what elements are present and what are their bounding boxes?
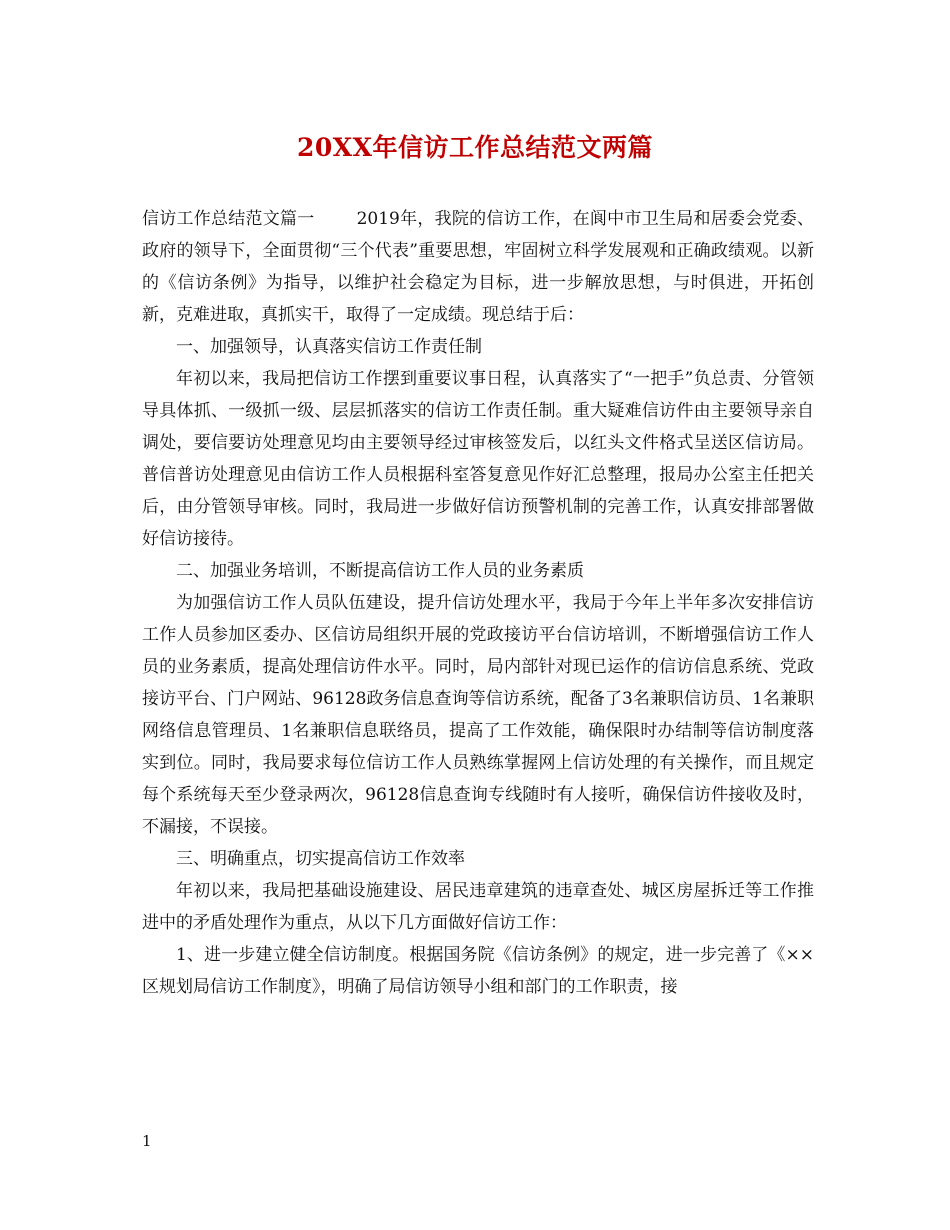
paragraph-item-1: 1、进一步建立健全信访制度。根据国务院《信访条例》的规定，进一步完善了《××区规划局信访工作制度》，明确了局信访领导小组和部门的工作职责，接 xyxy=(142,945,814,997)
intro-label: 信访工作总结范文篇一 xyxy=(142,209,315,229)
paragraph-section-1: 年初以来，我局把信访工作摆到重要议事日程，认真落实了“一把手”负总责、分管领导具体抓、一级抓一级、层层抓落实的信访工作责任制。重大疑难信访件由主要领导亲自调处，要信要访处理意见均由主要领导经过审核签发后，以红头文件格式呈送区信访局。普信普访处理意见由信访工作人员根据科室答复意见作好汇总整理，报局办公室主任把关后，由分管领导审核。同时，我局进一步做好信访预警机制的完善工作，认真安排部署做好信访接待。 xyxy=(142,369,814,549)
section-heading-3: 三、明确重点，切实提高信访工作效率 xyxy=(176,849,465,869)
section-heading-1: 一、加强领导，认真落实信访工作责任制 xyxy=(176,337,482,357)
paragraph-section-3: 年初以来，我局把基础设施建设、居民违章建筑的违章查处、城区房屋拆迁等工作推进中的矛盾处理作为重点，从以下几方面做好信访工作： xyxy=(142,881,814,933)
document-title: 20XX年信访工作总结范文两篇 xyxy=(296,133,654,162)
page-number: 1 xyxy=(142,1132,152,1150)
document-body xyxy=(142,203,814,1003)
section-heading-2: 二、加强业务培训，不断提高信访工作人员的业务素质 xyxy=(176,561,584,581)
intro-text: 2019年，我院的信访工作，在阆中市卫生局和居委会党委、政府的领导下，全面贯彻“三个代表”重要思想，牢固树立科学发展观和正确政绩观。以新的《信访条例》为指导，以维护社会稳定为目标，进一步解放思想，与时俱进，开拓创新，克难进取，真抓实干，取得了一定成绩。现总结于后： xyxy=(142,209,815,325)
paragraph-intro xyxy=(142,203,814,331)
paragraph-section-2: 为加强信访工作人员队伍建设，提升信访处理水平，我局于今年上半年多次安排信访工作人员参加区委办、区信访局组织开展的党政接访平台信访培训，不断增强信访工作人员的业务素质，提高处理信访件水平。同时，局内部针对现已运作的信访信息系统、党政接访平台、门户网站、96128政务信息查询等信访系统，配备了3名兼职信访员、1名兼职网络信息管理员、1名兼职信息联络员，提高了工作效能，确保限时办结制等信访制度落实到位。同时，我局要求每位信访工作人员熟练掌握网上信访处理的有关操作，而且规定每个系统每天至少登录两次，96128信息查询专线随时有人接听，确保信访件接收及时，不漏接，不误接。 xyxy=(142,593,814,837)
